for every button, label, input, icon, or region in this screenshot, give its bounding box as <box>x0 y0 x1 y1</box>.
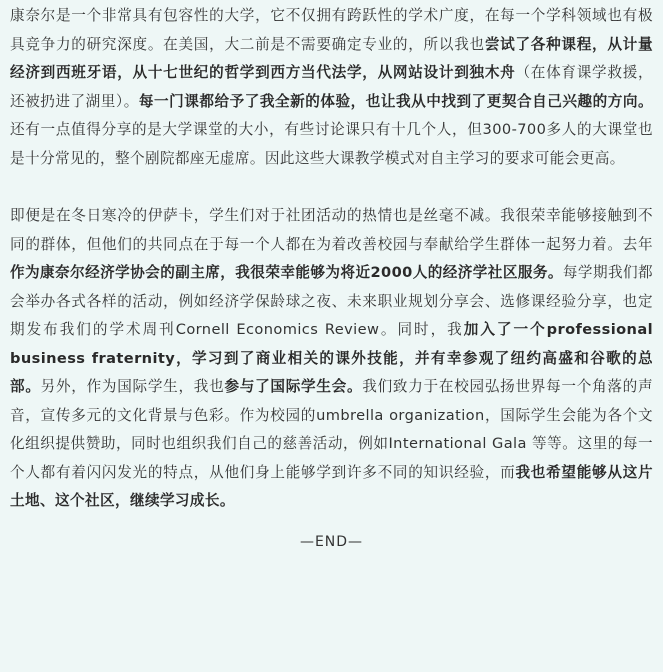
p2-bold-fraternity: 加入了一个professional business fraternity，学习到了商业相关的课外技能，并有幸参观了纽约高盛和谷歌的总部。 <box>10 321 653 395</box>
p2-bold-econ-society: 作为康奈尔经济学协会的副主席，我很荣幸能够为将近2000人的经济学社区服务。 <box>10 264 563 281</box>
p2-text-3: 另外，作为国际学生，我也 <box>40 378 225 395</box>
paragraph-clubs <box>10 202 653 516</box>
p2-text-4: 我们致力于在校园弘扬世界每一个角落的声音，宣传多元的文化背景与色彩。作为校园的umbrella organization，国际学生会能为各个文化组织提供赞助，同时也组织我们自己的慈善活动，例如International Gala 等等。这里的每一个人都有着闪闪发光的特点，从他们身上能够学到许多不同的知识经验，而 <box>10 378 653 481</box>
p2-text-1: 即便是在冬日寒冷的伊萨卡，学生们对于社团活动的热情也是丝毫不减。我很荣幸能够接触到不同的群体，但他们的共同点在于每一个人都在为着改善校园与奉献给学生群体一起努力着。去年 <box>10 207 653 253</box>
p1-bold-experience: 每一门课都给予了我全新的体验，也让我从中找到了更契合自己兴趣的方向。 <box>138 92 653 110</box>
paragraph-academics <box>10 0 653 173</box>
p2-bold-closing: 我也希望能够从这片土地、这个社区，继续学习成长。 <box>10 463 653 509</box>
p1-text-3: 还有一点值得分享的是大学课堂的大小，有些讨论课只有十几个人，但300-700多人的大课堂也是十分常见的，整个剧院都座无虚席。因此这些大课教学模式对自主学习的要求可能会更高。 <box>10 121 653 167</box>
p2-text-2: 每学期我们都会举办各式各样的活动，例如经济学保龄球之夜、未来职业规划分享会、选修课经验分享，也定期发布我们的学术周刊Cornell Economics Review。同时，我 <box>10 264 653 338</box>
end-mark: —END— <box>299 533 364 550</box>
p1-text-2: （在体育课学救援，还被扔进了湖里）。 <box>10 64 653 110</box>
p2-bold-isa: 参与了国际学生会。 <box>224 378 363 395</box>
p1-bold-courses: 尝试了各种课程，从计量经济到西班牙语，从十七世纪的哲学到西方当代法学，从网站设计到独木舟 <box>10 35 653 81</box>
p1-text-1: 康奈尔是一个非常具有包容性的大学，它不仅拥有跨跃性的学术广度，在每一个学科领域也有极具竞争力的研究深度。在美国，大二前是不需要确定专业的，所以我也 <box>10 7 653 53</box>
